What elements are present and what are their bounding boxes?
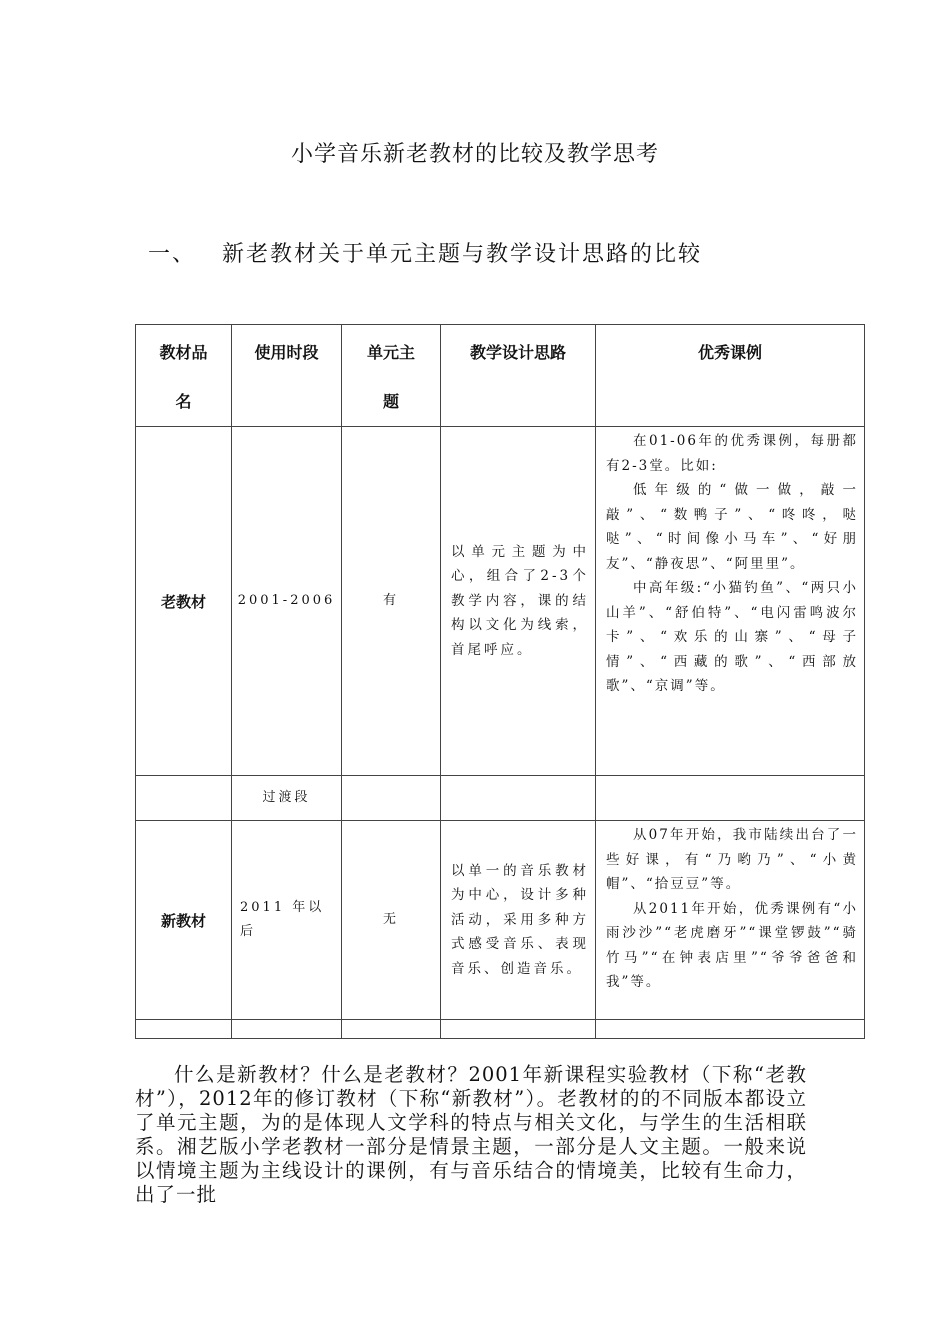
table-row-transition (136, 776, 865, 821)
new-examples: 从07年开始，我市陆续出台了一些好课，有“乃哟乃”、“小黄帽”、“拾豆豆”等。 从2011年开始，优秀课例有“小雨沙沙”“老虎磨牙”“课堂锣鼓”“骑竹马”“在钟表店里”“爷爷爸爸和我”等。 (596, 821, 865, 1020)
new-design: 以单一的音乐教材为中心，设计多种活动，采用多种方式感受音乐、表现音乐、创造音乐。 (441, 821, 596, 1020)
table-row-old (136, 427, 865, 776)
body-paragraph: 什么是新教材？什么是老教材？2001年新课程实验教材（下称“老教材”），2012年的修订教材（下称“新教材”）。老教材的的不同版本都设立了单元主题，为的是体现人文学科的特点与相关文化，与学生的生活相联系。湘艺版小学老教材一部分是情景主题，一部分是人文主题。一般来说以情境主题为主线设计的课例，有与音乐结合的情境美，比较有生命力，出了一批 (135, 1063, 807, 1206)
header-design: 教学设计思路 (441, 325, 596, 427)
new-material-name: 新教材 (136, 821, 232, 1020)
header-period: 使用时段 (232, 325, 342, 427)
new-period: 2011 年以后 (232, 821, 342, 1020)
transition-period: 过渡段 (232, 776, 342, 821)
header-material-name: 教材品 名 (136, 325, 232, 427)
table-row-empty (136, 1020, 865, 1039)
section-heading (148, 237, 702, 268)
old-theme: 有 (342, 427, 441, 776)
header-row (136, 325, 865, 427)
section-number: 一、 (148, 242, 197, 267)
table-row-new (136, 821, 865, 1020)
new-theme: 无 (342, 821, 441, 1020)
document-title: 小学音乐新老教材的比较及教学思考 (290, 142, 659, 167)
comparison-table (135, 324, 865, 1039)
old-examples: 在01-06年的优秀课例，每册都有2-3堂。比如: 低年级的“做一做，敲一敲”、“数鸭子”、“咚咚，哒哒”、“时间像小马车”、“好朋友”、“静夜思”、“阿里里”。 中高年级:“小猫钓鱼”、“两只小山羊”、“舒伯特”、“电闪雷鸣波尔卡”、“欢乐的山寨”、“母子情”、“西藏的歌”、“西部放歌”、“京调”等。 (596, 427, 865, 776)
header-unit-theme: 单元主 题 (342, 325, 441, 427)
old-design: 以单元主题为中心，组合了2-3个教学内容，课的结构以文化为线索，首尾呼应。 (441, 427, 596, 776)
old-material-name: 老教材 (136, 427, 232, 776)
section-title: 新老教材关于单元主题与教学设计思路的比较 (222, 242, 703, 267)
old-period: 2001-2006 (232, 427, 342, 776)
header-examples: 优秀课例 (596, 325, 865, 427)
